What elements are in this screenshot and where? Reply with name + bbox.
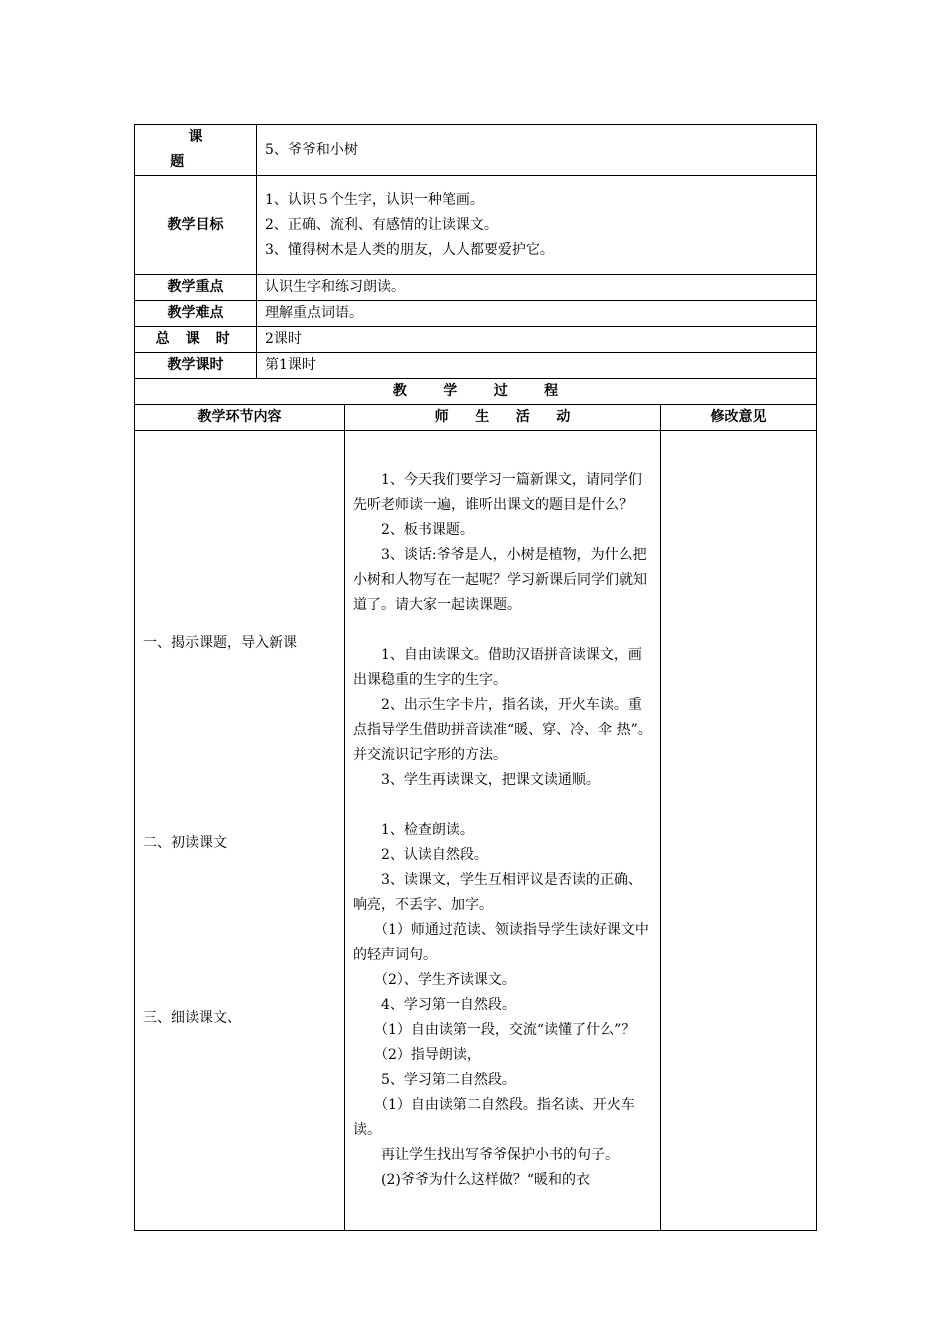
activity-line: （1）自由读第一段，交流“读懂了什么”？ — [374, 1022, 636, 1038]
goal-item: 2、正确、流利、有感情的让读课文。 — [265, 216, 498, 233]
stage-column — [135, 431, 345, 1231]
row-goals — [135, 176, 817, 275]
lesson-hour-label: 教学课时 — [135, 353, 257, 379]
process-title: 教学过程 — [135, 379, 817, 405]
activity-line: （1）自由读第二自然段。指名读、开火车读。 — [353, 1097, 635, 1138]
goal-item: 3、懂得树木是人类的朋友，人人都要爱护它。 — [265, 241, 554, 258]
lesson-hour-value: 第1课时 — [257, 353, 817, 379]
activity-line: （1）师通过范读、领读指导学生读好课文中的轻声词句。 — [353, 922, 649, 963]
activity-line: 2、出示生字卡片，指名读，开火车读。重点指导学生借助拼音读准“暖、穿、冷、伞 热”。并交流识记字形的方法。 — [353, 697, 652, 763]
row-lesson-hour — [135, 353, 817, 379]
stage-item: 三、细读课文、 — [143, 1009, 241, 1026]
activity-line: 3、学生再读课文，把课文读通顺。 — [381, 772, 600, 788]
activity-block-3 — [353, 818, 652, 1193]
stage-item: 一、揭示课题，导入新课 — [143, 634, 297, 651]
activity-line: (2)爷爷为什么这样做？“暖和的衣 — [381, 1172, 590, 1188]
row-focus — [135, 275, 817, 301]
activity-line: 1、今天我们要学习一篇新课文，请同学们先听老师读一遍，谁听出课文的题目是什么？ — [353, 472, 642, 513]
activity-line: 2、板书课题。 — [381, 522, 474, 538]
row-total-hours — [135, 327, 817, 353]
notes-column — [661, 431, 817, 1231]
total-hours-value: 2课时 — [257, 327, 817, 353]
row-topic — [135, 125, 817, 176]
activity-line: 3、读课文，学生互相评议是否读的正确、响亮，不丢字、加字。 — [353, 872, 642, 913]
row-column-headers — [135, 405, 817, 431]
activity-line: （2）指导朗读， — [374, 1047, 481, 1063]
activity-line: （2）、学生齐读课文。 — [374, 972, 516, 988]
focus-value: 认识生字和练习朗读。 — [257, 275, 817, 301]
row-process-title — [135, 379, 817, 405]
activity-block-1 — [353, 468, 652, 618]
col-stage-header: 教学环节内容 — [135, 405, 345, 431]
col-activity-header: 师生活动 — [345, 405, 661, 431]
col-notes-header: 修改意见 — [661, 405, 817, 431]
stage-item: 二、初读课文 — [143, 834, 227, 851]
difficulty-value: 理解重点词语。 — [257, 301, 817, 327]
difficulty-label: 教学难点 — [135, 301, 257, 327]
activity-line: 再让学生找出写爷爷保护小书的句子。 — [381, 1147, 619, 1163]
activity-line: 5、学习第二自然段。 — [381, 1072, 516, 1088]
lesson-plan-table — [134, 124, 817, 1231]
activity-line: 2、认读自然段。 — [381, 847, 488, 863]
goal-item: 1、认识５个生字，认识一种笔画。 — [265, 191, 484, 208]
topic-value: 5、爷爷和小树 — [257, 125, 817, 176]
row-difficulty — [135, 301, 817, 327]
goals-label: 教学目标 — [135, 176, 257, 275]
activity-block-2 — [353, 643, 652, 793]
activity-line: 1、检查朗读。 — [381, 822, 474, 838]
activity-column — [345, 431, 661, 1231]
row-process-body — [135, 431, 817, 1231]
activity-line: 1、自由读课文。借助汉语拼音读课文，画出课稳重的生字的生字。 — [353, 647, 642, 688]
activity-line: 3、谈话:爷爷是人，小树是植物，为什么把小树和人物写在一起呢？学习新课后同学们就知道了。请大家一起读课题。 — [353, 547, 647, 613]
goals-list — [257, 176, 817, 275]
focus-label: 教学重点 — [135, 275, 257, 301]
topic-label: 课 题 — [135, 125, 257, 176]
activity-line: 4、学习第一自然段。 — [381, 997, 516, 1013]
total-hours-label: 总 课 时 — [135, 327, 257, 353]
